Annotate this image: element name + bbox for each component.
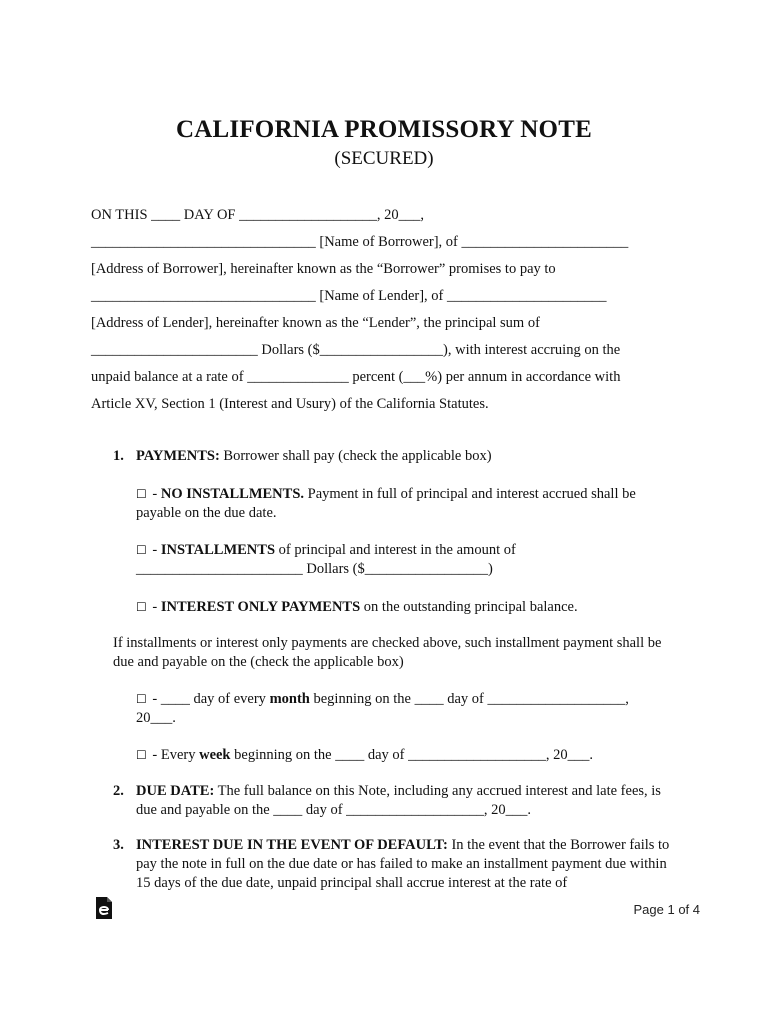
option-no-installments: [136, 485, 676, 523]
installment-schedule-paragraph: If installments or interest only payments are checked above, such installment payment shall be due and payable on the (check the applicable box): [113, 635, 662, 670]
section-interest-default: [113, 836, 673, 893]
option-text: - Every: [148, 747, 200, 763]
option-label: month: [269, 691, 310, 707]
intro-line: _______________________________ [Name of Borrower], of _______________________: [91, 234, 629, 250]
section-payments: [113, 447, 693, 466]
intro-line: _______________________ Dollars ($_________________), with interest accruing on the: [91, 342, 621, 358]
option-text: Payment in full of principal and interest accrued shall be payable on the due date.: [136, 486, 636, 521]
intro-line: [Address of Lender], hereinafter known as the “Lender”, the principal sum of: [91, 315, 540, 331]
option-text: of principal and interest in the amount of: [275, 542, 516, 558]
dash: -: [148, 486, 161, 502]
dash: -: [148, 542, 161, 558]
section-number: 3.: [113, 837, 124, 853]
option-text: _______________________ Dollars ($_________________): [136, 561, 493, 577]
option-text: on the outstanding principal balance.: [360, 599, 578, 615]
section-text: The full balance on this Note, including any accrued interest and late fees, is due and payable on the ____ day of ___________________, 20___.: [136, 783, 661, 818]
option-label: NO INSTALLMENTS.: [160, 486, 305, 502]
option-monthly: [136, 690, 661, 728]
page-number: Page 1 of 4: [633, 902, 700, 917]
checkbox[interactable]: ☐: [136, 692, 147, 706]
section-text: Borrower shall pay (check the applicable box): [219, 448, 492, 464]
option-label: week: [199, 747, 231, 763]
document-title: CALIFORNIA PROMISSORY NOTE: [176, 116, 592, 143]
intro-paragraph: [91, 204, 691, 420]
intro-line: ON THIS ____ DAY OF ___________________, 20___,: [91, 207, 424, 223]
checkbox[interactable]: ☐: [136, 543, 147, 557]
option-text: beginning on the ____ day of ___________________, 20___.: [136, 691, 629, 726]
checkbox[interactable]: ☐: [136, 600, 147, 614]
eforms-logo-icon: [94, 896, 114, 920]
option-installments: [136, 541, 676, 579]
option-label: INSTALLMENTS: [160, 542, 276, 558]
section-heading: DUE DATE:: [136, 783, 215, 799]
section-due-date: [113, 782, 673, 820]
document-subtitle: (SECURED): [334, 148, 434, 169]
intro-line: unpaid balance at a rate of ______________ percent (___%) per annum in accordance with: [91, 369, 621, 385]
intro-line: [Address of Borrower], hereinafter known as the “Borrower” promises to pay to: [91, 261, 556, 277]
option-text: beginning on the ____ day of ___________________, 20___.: [230, 747, 593, 763]
section-heading: PAYMENTS:: [136, 448, 220, 464]
option-label: INTEREST ONLY PAYMENTS: [160, 599, 361, 615]
checkbox[interactable]: ☐: [136, 748, 147, 762]
section-number: 2.: [113, 783, 124, 799]
checkbox[interactable]: ☐: [136, 487, 147, 501]
option-interest-only: [136, 598, 676, 617]
intro-line: _______________________________ [Name of Lender], of ______________________: [91, 288, 607, 304]
section-heading: INTEREST DUE IN THE EVENT OF DEFAULT:: [136, 837, 448, 853]
option-text: - ____ day of every: [148, 691, 270, 707]
section-text: In the event that the Borrower fails to pay the note in full on the due date or has failed to make an installment payment due within 15 days of the due date, unpaid principal shall accrue interest at the rate of: [136, 837, 670, 891]
intro-line: Article XV, Section 1 (Interest and Usury) of the California Statutes.: [91, 396, 489, 412]
option-weekly: [136, 746, 676, 765]
section-number: 1.: [113, 448, 124, 464]
dash: -: [148, 599, 161, 615]
